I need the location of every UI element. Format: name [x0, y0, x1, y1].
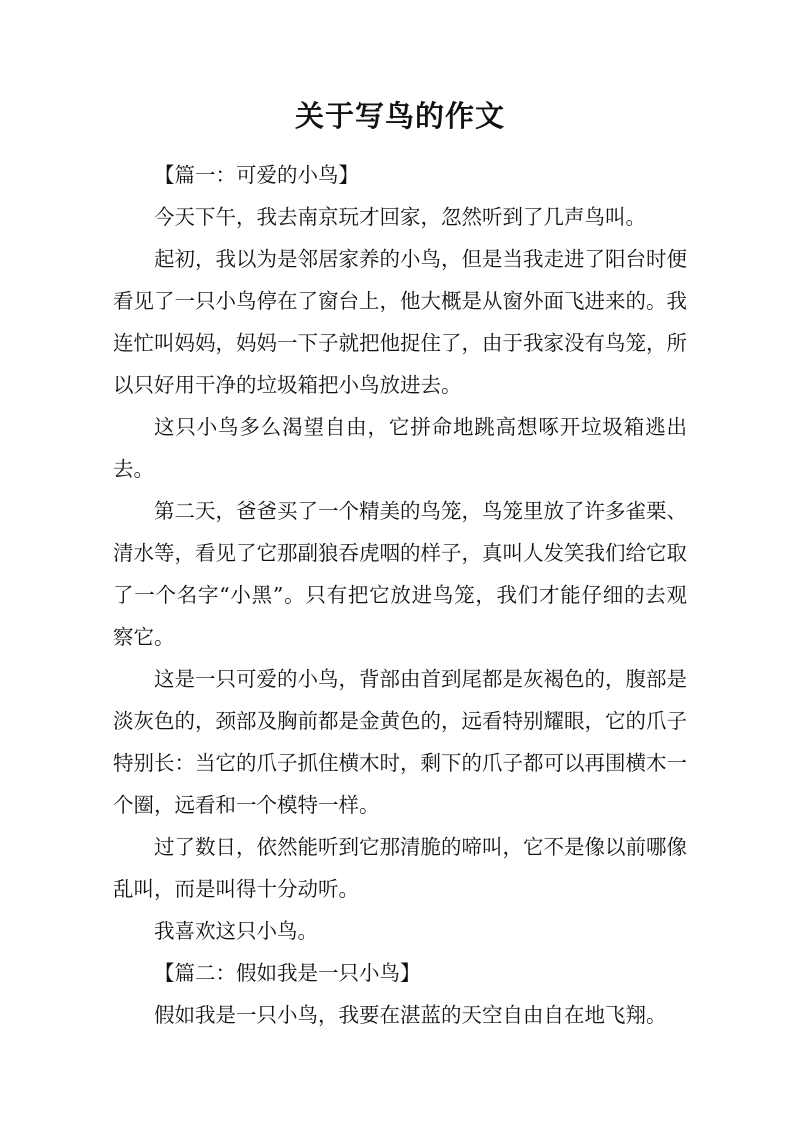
paragraph: 这只小鸟多么渴望自由，它拼命地跳高想啄开垃圾箱逃出去。 — [113, 415, 687, 481]
paragraph: 第二天，爸爸买了一个精美的鸟笼，鸟笼里放了许多雀栗、清水等，看见了它那副狼吞虎咽的样子，真叫人发笑我们给它取了一个名字“小黑”。只有把它放进鸟笼，我们才能仔细的去观察它。 — [113, 499, 687, 649]
paragraph: 过了数日，依然能听到它那清脆的啼叫，它不是像以前哪像乱叫，而是叫得十分动听。 — [113, 835, 687, 901]
document-title: 关于写鸟的作文 — [294, 99, 505, 133]
paragraph: 这是一只可爱的小鸟，背部由首到尾都是灰褐色的，腹部是淡灰色的，颈部及胸前都是金黄色的，远看特别耀眼，它的爪子特别长：当它的爪子抓住横木时，剩下的爪子都可以再围横木一个圈，远看和一个模特一样。 — [113, 667, 687, 817]
paragraph: 假如我是一只小鸟，我要在湛蓝的天空自由自在地飞翔。 — [154, 1003, 667, 1027]
section-heading-2: 【篇二：假如我是一只小鸟】 — [154, 961, 421, 985]
document-body — [113, 154, 687, 1036]
section-heading-1: 【篇一：可爱的小鸟】 — [154, 163, 359, 187]
paragraph: 起初，我以为是邻居家养的小鸟，但是当我走进了阳台时便看见了一只小鸟停在了窗台上，他大概是从窗外面飞进来的。我连忙叫妈妈，妈妈一下子就把他捉住了，由于我家没有鸟笼，所以只好用干净的垃圾箱把小鸟放进去。 — [113, 247, 687, 397]
paragraph: 今天下午，我去南京玩才回家，忽然听到了几声鸟叫。 — [154, 205, 646, 229]
paragraph: 我喜欢这只小鸟。 — [154, 919, 318, 943]
